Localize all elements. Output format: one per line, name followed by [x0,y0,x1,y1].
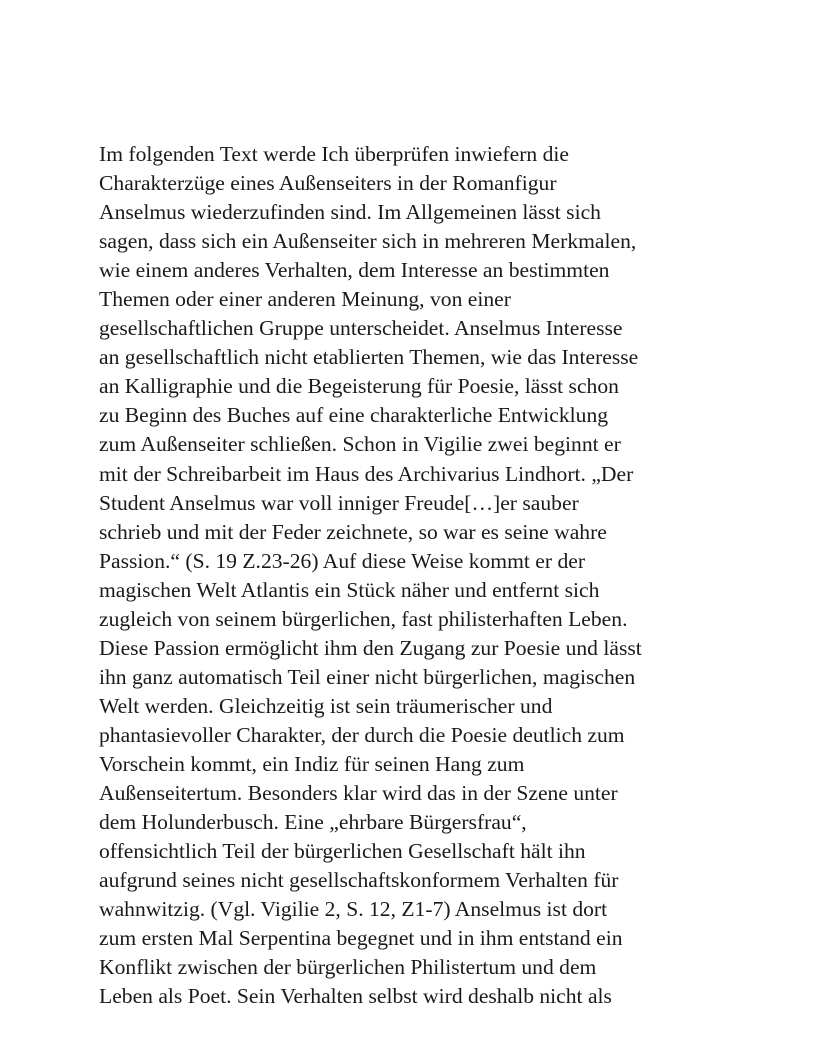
text-line: sagen, dass sich ein Außenseiter sich in mehreren Merkmalen, [99,229,637,254]
text-line: zum Außenseiter schließen. Schon in Vigilie zwei beginnt er [99,432,621,457]
text-line: Themen oder einer anderen Meinung, von einer [99,287,511,312]
text-line: magischen Welt Atlantis ein Stück näher und entfernt sich [99,577,600,602]
text-line: Konflikt zwischen der bürgerlichen Philistertum und dem [99,955,597,980]
text-line: zum ersten Mal Serpentina begegnet und in ihm entstand ein [99,926,623,951]
text-line: Welt werden. Gleichzeitig ist sein träumerischer und [99,693,553,718]
text-line: an gesellschaftlich nicht etablierten Themen, wie das Interesse [99,345,639,370]
text-line: Student Anselmus war voll inniger Freude[…]er sauber [99,490,579,515]
text-line: wie einem anderes Verhalten, dem Interesse an bestimmten [99,258,610,283]
text-line: aufgrund seines nicht gesellschaftskonformem Verhalten für [99,868,619,893]
text-line: Passion.“ (S. 19 Z.23-26) Auf diese Weise kommt er der [99,548,586,573]
text-line: zugleich von seinem bürgerlichen, fast philisterhaften Leben. [99,606,628,631]
text-line: schrieb und mit der Feder zeichnete, so war es seine wahre [99,519,607,544]
text-line: Im folgenden Text werde Ich überprüfen inwiefern die [99,142,569,166]
text-line: offensichtlich Teil der bürgerlichen Gesellschaft hält ihn [99,839,586,864]
text-line: dem Holunderbusch. Eine „ehrbare Bürgersfrau“, [99,810,527,835]
text-line: Charakterzüge eines Außenseiters in der Romanfigur [99,171,557,196]
text-line: phantasievoller Charakter, der durch die Poesie deutlich zum [99,722,625,747]
text-line: Diese Passion ermöglicht ihm den Zugang zur Poesie und lässt [99,635,642,660]
text-line: zu Beginn des Buches auf eine charakterliche Entwicklung [99,403,609,428]
text-line: mit der Schreibarbeit im Haus des Archivarius Lindhort. „Der [99,461,634,486]
text-line: Leben als Poet. Sein Verhalten selbst wird deshalb nicht als [99,984,612,1009]
text-line: gesellschaftlichen Gruppe unterscheidet. Anselmus Interesse [99,316,623,341]
text-line: Anselmus wiederzufinden sind. Im Allgemeinen lässt sich [99,200,601,225]
text-line: an Kalligraphie und die Begeisterung für Poesie, lässt schon [99,374,619,399]
text-line: Außenseitertum. Besonders klar wird das in der Szene unter [99,781,618,806]
text-line: wahnwitzig. (Vgl. Vigilie 2, S. 12, Z1-7) Anselmus ist dort [99,897,608,922]
text-line: ihn ganz automatisch Teil einer nicht bürgerlichen, magischen [99,664,636,689]
body-text [99,140,759,1011]
text-line: Vorschein kommt, ein Indiz für seinen Hang zum [99,751,525,776]
